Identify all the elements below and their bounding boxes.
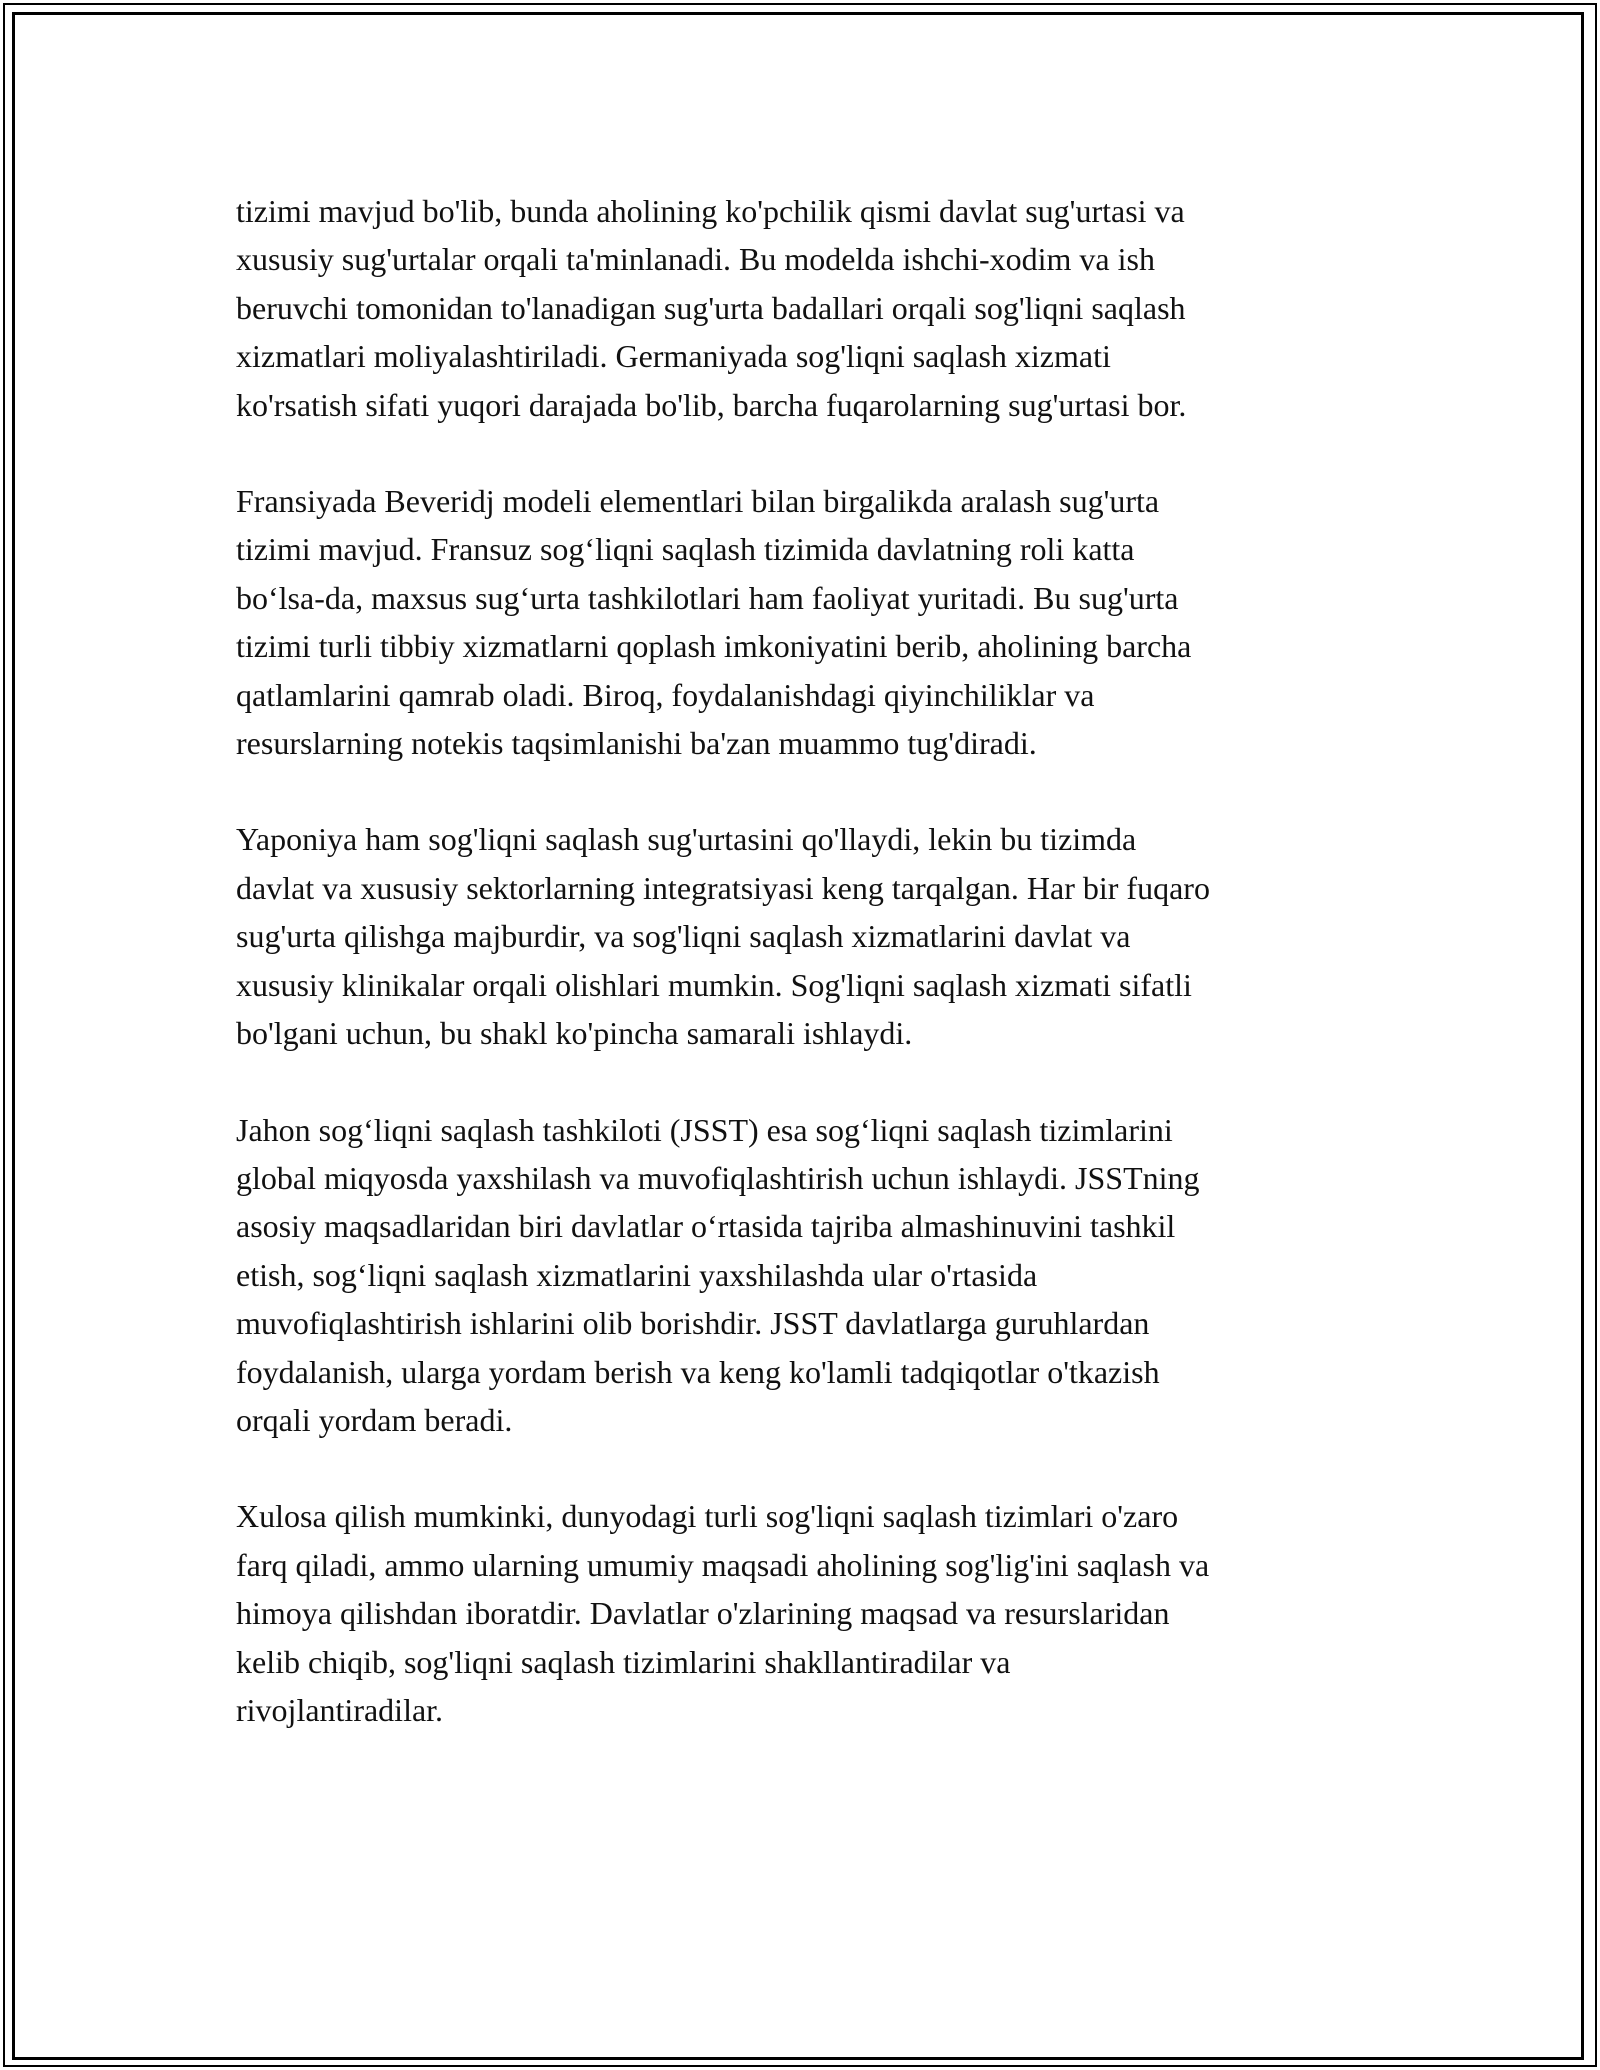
text-line: farq qiladi, ammo ularning umumiy maqsadi aholining sog'lig'ini saqlash va: [236, 1546, 1210, 1583]
paragraph-france: [236, 477, 1366, 767]
paragraph-japan: [236, 815, 1366, 1057]
paragraph-germany: [236, 187, 1366, 429]
text-line: rivojlantiradilar.: [236, 1691, 444, 1728]
text-line: tizimi mavjud bo'lib, bunda aholining ko'pchilik qismi davlat sug'urtasi va: [236, 193, 1185, 229]
text-line: tizimi mavjud. Fransuz sog‘liqni saqlash tizimida davlatning roli katta: [236, 531, 1135, 568]
text-line: Fransiyada Beveridj modeli elementlari bilan birgalikda aralash sug'urta: [236, 483, 1160, 520]
text-line: xususiy sug'urtalar orqali ta'minlanadi. Bu modelda ishchi-xodim va ish: [236, 241, 1155, 278]
text-line: Xulosa qilish mumkinki, dunyodagi turli sog'liqni saqlash tizimlari o'zaro: [236, 1498, 1179, 1535]
text-line: bo‘lsa-da, maxsus sug‘urta tashkilotlari ham faoliyat yuritadi. Bu sug'urta: [236, 579, 1179, 616]
text-line: etish, sog‘liqni saqlash xizmatlarini yaxshilashda ular o'rtasida: [236, 1256, 1038, 1293]
text-line: Jahon sog‘liqni saqlash tashkiloti (JSST) esa sog‘liqni saqlash tizimlarini: [236, 1111, 1173, 1148]
text-line: kelib chiqib, sog'liqni saqlash tizimlarini shakllantiradilar va: [236, 1643, 1011, 1680]
text-line: foydalanish, ularga yordam berish va keng ko'lamli tadqiqotlar o'tkazish: [236, 1353, 1160, 1390]
document-body: [236, 187, 1366, 1782]
text-line: muvofiqlashtirish ishlarini olib borishdir. JSST davlatlarga guruhlardan: [236, 1305, 1150, 1342]
text-line: bo'lgani uchun, bu shakl ko'pincha samarali ishlaydi.: [236, 1015, 913, 1052]
paragraph-who: [236, 1106, 1366, 1445]
text-line: ko'rsatish sifati yuqori darajada bo'lib, barcha fuqarolarning sug'urtasi bor.: [236, 386, 1187, 423]
text-line: orqali yordam beradi.: [236, 1401, 513, 1438]
text-line: qatlamlarini qamrab oladi. Biroq, foydalanishdagi qiyinchiliklar va: [236, 676, 1095, 713]
text-line: sug'urta qilishga majburdir, va sog'liqni saqlash xizmatlarini davlat va: [236, 918, 1131, 955]
text-line: himoya qilishdan iboratdir. Davlatlar o'zlarining maqsad va resurslaridan: [236, 1595, 1170, 1632]
text-line: asosiy maqsadlaridan biri davlatlar o‘rtasida tajriba almashinuvini tashkil: [236, 1208, 1176, 1245]
text-line: tizimi turli tibbiy xizmatlarni qoplash imkoniyatini berib, aholining barcha: [236, 628, 1192, 665]
paragraph-conclusion: [236, 1492, 1366, 1734]
text-line: xususiy klinikalar orqali olishlari mumkin. Sog'liqni saqlash xizmati sifatli: [236, 966, 1192, 1003]
text-line: resurslarning notekis taqsimlanishi ba'zan muammo tug'diradi.: [236, 725, 1037, 762]
text-line: xizmatlari moliyalashtiriladi. Germaniyada sog'liqni saqlash xizmati: [236, 338, 1111, 375]
text-line: global miqyosda yaxshilash va muvofiqlashtirish uchun ishlaydi. JSSTning: [236, 1159, 1200, 1196]
text-line: Yaponiya ham sog'liqni saqlash sug'urtasini qo'llaydi, lekin bu tizimda: [236, 821, 1137, 858]
text-line: beruvchi tomonidan to'lanadigan sug'urta badallari orqali sog'liqni saqlash: [236, 289, 1186, 326]
text-line: davlat va xususiy sektorlarning integratsiyasi keng tarqalgan. Har bir fuqaro: [236, 869, 1210, 906]
